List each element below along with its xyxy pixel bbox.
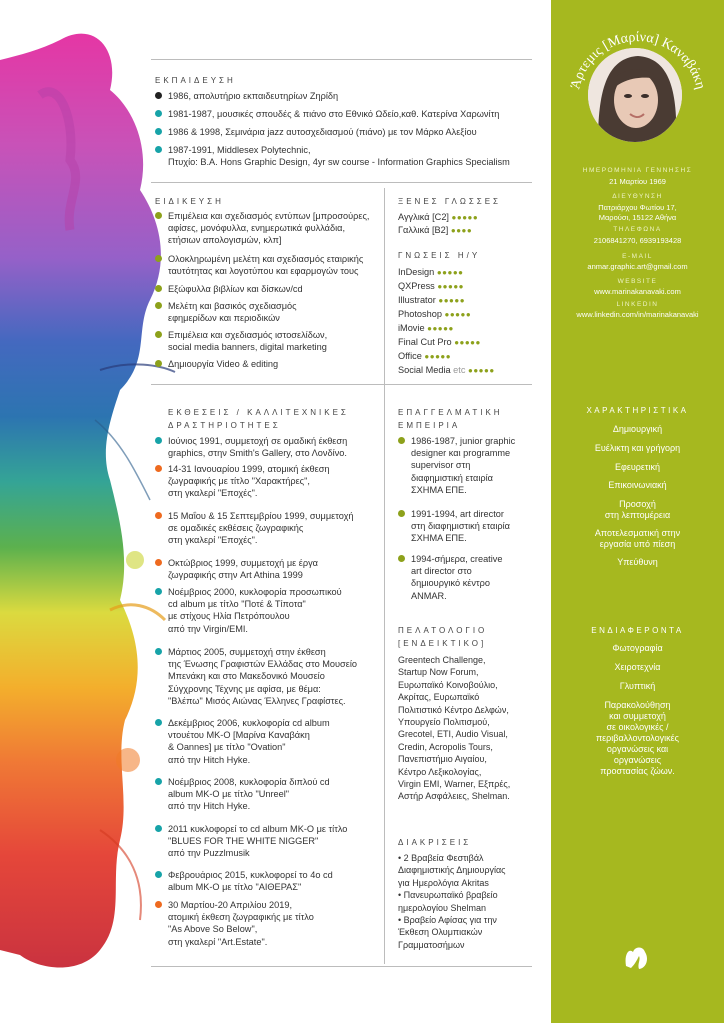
address-label: ΔΙΕΥΘΥΝΣΗ — [612, 193, 663, 200]
specialization-item: Ολοκληρωμένη μελέτη και σχεδιασμός εταιρικής ταυτότητας και λογοτύπου και εφαρμογών τους — [155, 253, 380, 277]
awards-title: ΔΙΑΚΡΙΣΕΙΣ — [398, 838, 472, 847]
specialization-item: Μελέτη και βασικός σχεδιασμός εφημερίδων και περιοδικών — [155, 300, 380, 324]
trait-item: Υπεύθυνη — [617, 557, 658, 567]
specialization-item: Επιμέλεια και σχεδιασμός εντύπων [μπροσούρες, αφίσες, μονόφυλλα, ενημερωτικά φυλλάδια, ετήσιων απολογισμών, κλπ] — [155, 210, 380, 247]
exhibition-item: 15 Μαΐου & 15 Σεπτεμβρίου 1999, συμμετοχή σε ομαδικές εκθέσεις ζωγραφικής στη γκαλερί "Εποχές". — [155, 510, 383, 547]
experience-item: 1994-σήμερα, creative art director στο δημιουργικό κέντρο ANMAR. — [398, 553, 548, 602]
trait-item: Ευέλικτη και γρήγορη — [594, 443, 681, 453]
sidebar — [551, 0, 724, 1023]
specialization-item: Εξώφυλλα βιβλίων και δίσκων/cd — [155, 283, 380, 295]
website-label: WEBSITE — [617, 278, 658, 285]
portrait-photo — [588, 48, 682, 142]
trait-item: Επικοινωνιακή — [608, 480, 667, 490]
trait-item: Προσοχή στη λεπτομέρεια — [604, 499, 671, 520]
languages-title: ΞΕΝΕΣ ΓΛΩΣΣΕΣ — [398, 197, 501, 206]
specialization-item: Δημιουργία Video & editing — [155, 358, 380, 370]
exhibition-item: 30 Μαρτίου-20 Απριλίου 2019, ατομική έκθεση ζωγραφικής με τίτλο "As Above So Below", στη γκαλερί "Art.Estate". — [155, 899, 383, 948]
exhibition-item: Δεκέμβριος 2006, κυκλοφορία cd album ντουέτου ΜΚ-Ο [Μαρίνα Καναβάκη & Oannes] με τίτλο "Ovation" από την Hitch Hyke. — [155, 717, 383, 766]
email-link[interactable]: anmar.graphic.art@gmail.com — [587, 262, 688, 271]
education-item: 1987-1991, Middlesex Polytechnic, Πτυχίο: B.A. Hons Graphic Design, 4yr sw course - Information Graphics Specialism — [155, 144, 540, 168]
education-item: 1986 & 1998, Σεμινάρια jazz αυτοσχεδιασμού (πιάνο) με τον Μάρκο Αλεξίου — [155, 126, 535, 138]
awards-list: • 2 Βραβεία Φεστιβάλ Διαφημιστικής Δημιουργίας για Ημερολόγια Akritas • Πανευρωπαϊκό βραβείο ημερολογίου Shelman • Βραβείο Αφίσας για την Έκθεση Ολυμπιακών Γραμματοσήμων — [398, 853, 506, 950]
exhibition-item: Ιούνιος 1991, συμμετοχή σε ομαδική έκθεση graphics, στην Smith's Gallery, στο Λονδίνο. — [155, 435, 383, 459]
software-item: Illustrator ●●●●● — [398, 295, 466, 305]
divider — [151, 182, 532, 183]
name-text: Άρτεμις [Μαρίνα] Καναβάκη — [568, 30, 708, 91]
education-item: 1986, απολυτήριο εκπαιδευτηρίων Ζηρίδη — [155, 90, 535, 102]
education-title: ΕΚΠΑΙΔΕΥΣΗ — [155, 76, 236, 85]
monogram-logo-icon — [621, 942, 651, 972]
watercolor-artwork — [0, 0, 180, 1023]
interests-title: ΕΝΔΙΑΦΕΡΟΝΤΑ — [591, 626, 684, 635]
linkedin-link[interactable]: www.linkedin.com/in/marinakanavaki — [576, 310, 699, 319]
software-item: Photoshop ●●●●● — [398, 309, 472, 319]
divider — [151, 966, 532, 967]
trait-item: Δημιουργική — [612, 424, 663, 434]
software-item: QXPress ●●●●● — [398, 281, 464, 291]
specialization-item: Επιμέλεια και σχεδιασμός ιστοσελίδων, social media banners, digital marketing — [155, 329, 380, 353]
software-item: Office ●●●●● — [398, 351, 452, 361]
exhibitions-title: ΕΚΘΕΣΕΙΣ / ΚΑΛΛΙΤΕΧΝΙΚΕΣ ΔΡΑΣΤΗΡΙΟΤΗΤΕΣ — [168, 408, 349, 430]
exhibition-item: Οκτώβριος 1999, συμμετοχή με έργα ζωγραφικής στην Art Athina 1999 — [155, 557, 383, 581]
interest-item: Χειροτεχνία — [614, 662, 661, 672]
address-value: Πατριάρχου Φωτίου 17, Μαρούσι, 15122 Αθήνα — [598, 203, 677, 222]
software-item: Final Cut Pro ●●●●● — [398, 337, 481, 347]
interest-item: Παρακολούθηση και συμμετοχή σε οικολογικές / περιβαλλοντολογικές οργανώσεις και οργανώσεις προστασίας ζώων. — [595, 700, 680, 776]
exhibition-item: Μάρτιος 2005, συμμετοχή στην έκθεση της Ένωσης Γραφιστών Ελλάδας στο Μουσείο Μπενάκη και στο Μακεδονικό Μουσείο Σύγχρονης Τέχνης με αφίσα, με θέμα: "Βλέπω" Μισός Αιώνας Έλληνες Γραφίστες. — [155, 646, 383, 707]
software-item: InDesign ●●●●● — [398, 267, 464, 277]
birth-value: 21 Μαρτίου 1969 — [609, 177, 666, 186]
website-link[interactable]: www.marinakanavaki.com — [594, 287, 681, 296]
clients-list: Greentech Challenge, Startup Now Forum, Ευρωπαϊκό Κοινοβούλιο, Ακρίτας, Ευρωπαϊκό Πολιτιστικό Κέντρο Δελφών, Υπουργείο Πολιτισμού, Grecotel, ETI, Audio Visual, Credin, Acropolis Tours, Πανεπιστήμιο Αιγαίου, Κέντρο Λεξικολογίας, Virgin EMI, Warner, Εξπρές, Αστήρ Ασφάλειες, Shelman. — [398, 655, 511, 802]
software-title: ΓΝΩΣΕΙΣ Η/Υ — [398, 251, 481, 260]
specialization-title: ΕΙΔΙΚΕΥΣΗ — [155, 197, 224, 206]
email-label: E-MAIL — [622, 253, 653, 260]
interest-item: Φωτογραφία — [612, 643, 663, 653]
experience-item: 1986-1987, junior graphic designer και programme supervisor στη διαφημιστική εταιρία ΣΧΗΜΑ ΕΠΕ. — [398, 435, 548, 496]
linkedin-label: LINKEDIN — [616, 301, 659, 308]
phone-label: ΤΗΛΕΦΩΝΑ — [613, 226, 662, 233]
avatar — [588, 48, 682, 142]
divider — [151, 59, 532, 60]
divider — [151, 384, 532, 385]
interest-item: Γλυπτική — [619, 681, 656, 691]
column-divider — [384, 188, 385, 964]
experience-title: ΕΠΑΓΓΕΛΜΑΤΙΚΗ ΕΜΠΕΙΡΙΑ — [398, 408, 503, 430]
exhibition-item: Νοέμβριος 2000, κυκλοφορία προσωπικού cd album με τίτλο "Ποτέ & Τίποτα" με στίχους Ηλία Πετρόπουλου από την Virgin/EMI. — [155, 586, 383, 635]
exhibition-item: 14-31 Ιανουαρίου 1999, ατομική έκθεση ζωγραφικής με τίτλο "Χαρακτήρες", στη γκαλερί "Εποχές". — [155, 463, 383, 500]
clients-title: ΠΕΛΑΤΟΛΟΓΙΟ [ΕΝΔΕΙΚΤΙΚΟ] — [398, 626, 488, 648]
language-item: Γαλλικά [B2] ●●●● — [398, 225, 473, 235]
software-item: iMovie ●●●●● — [398, 323, 454, 333]
phone-value: 2106841270, 6939193428 — [593, 236, 682, 245]
trait-item: Αποτελεσματική στην εργασία υπό πίεση — [594, 528, 681, 549]
exhibition-item: Φεβρουάριος 2015, κυκλοφορεί το 4ο cd album ΜΚ-Ο με τίτλο "ΑΙΘΕΡΑΣ" — [155, 869, 383, 893]
education-item: 1981-1987, μουσικές σπουδές & πιάνο στο Εθνικό Ωδείο,καθ. Κατερίνα Χαρωνίτη — [155, 108, 535, 120]
software-item: Social Media etc ●●●●● — [398, 365, 495, 375]
language-item: Αγγλικά [C2] ●●●●● — [398, 212, 479, 222]
exhibition-item: Νοέμβριος 2008, κυκλοφορία διπλού cd album ΜΚ-Ο με τίτλο "Unreel" από την Hitch Hyke. — [155, 776, 383, 813]
experience-item: 1991-1994, art director στη διαφημιστική εταιρία ΣΧΗΜΑ ΕΠΕ. — [398, 508, 548, 545]
trait-item: Εφευρετική — [615, 462, 660, 472]
birth-label: ΗΜΕΡΟΜΗΝΙΑ ΓΕΝΝΗΣΗΣ — [582, 167, 693, 174]
traits-title: ΧΑΡΑΚΤΗΡΙΣΤΙΚΑ — [586, 406, 689, 415]
exhibition-item: 2011 κυκλοφορεί το cd album ΜΚ-Ο με τίτλο "BLUES FOR THE WHITE NIGGER" από την Puzzlmusik — [155, 823, 383, 860]
